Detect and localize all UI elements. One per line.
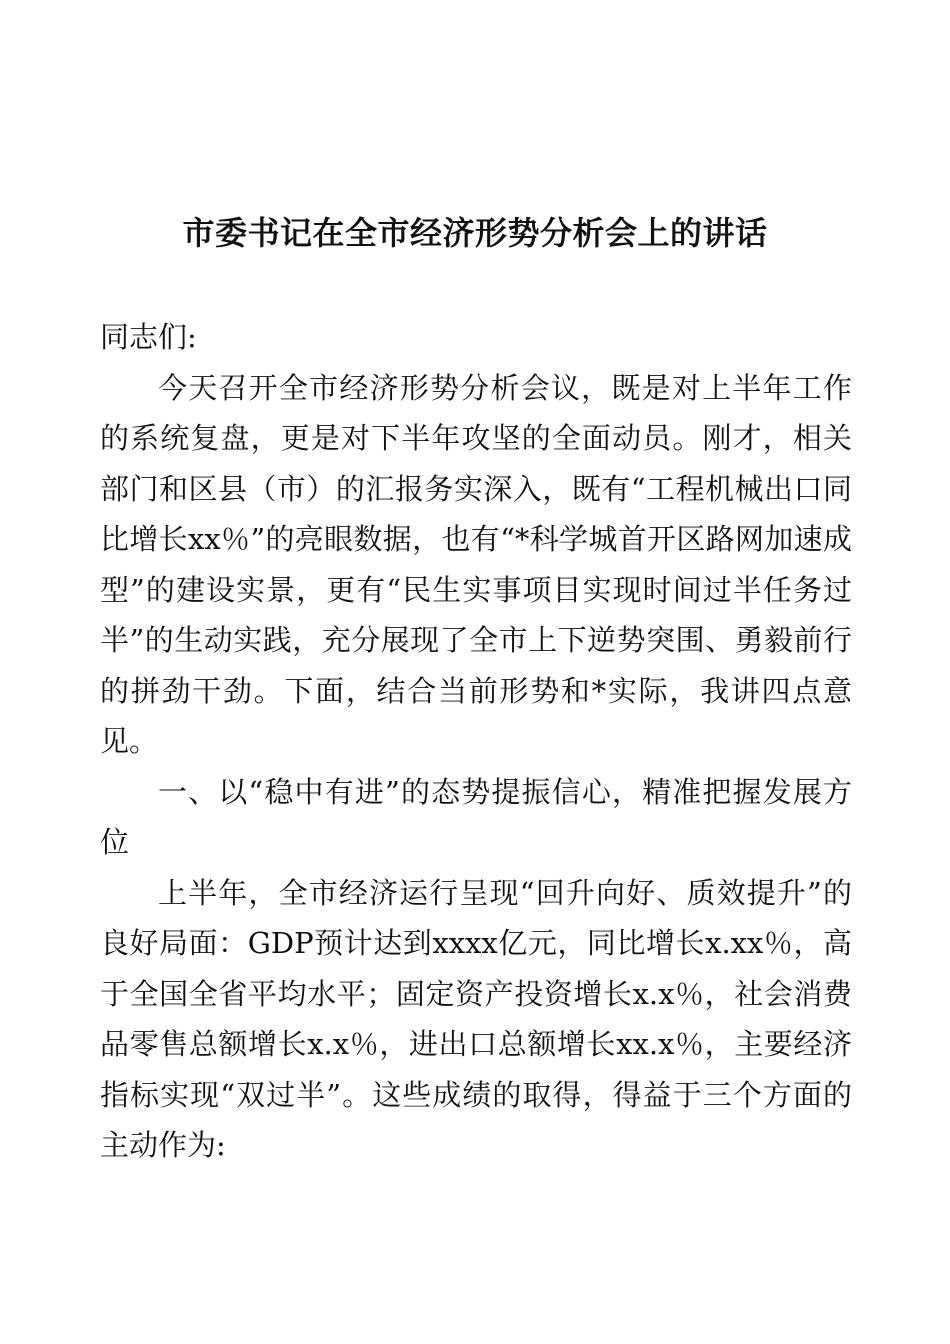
- section-heading-1: 一、以“稳中有进”的态势提振信心，精准把握发展方位: [100, 774, 852, 859]
- document-title: 市委书记在全市经济形势分析会上的讲话: [182, 214, 768, 252]
- paragraph-opening: 今天召开全市经济形势分析会议，既是对上半年工作的系统复盘，更是对下半年攻坚的全面动员。刚才，相关部门和区县（市）的汇报务实深入，既有“工程机械出口同比增长xx％”的亮眼数据，也有“*科学城首开区路网加速成型”的建设实景，更有“民生实事项目实现时间过半任务过半”的生动实践，充分展现了全市上下逆势突围、勇毅前行的拼劲干劲。下面，结合当前形势和*实际，我讲四点意见。: [100, 370, 852, 758]
- salutation: 同志们:: [100, 320, 197, 354]
- document-body: [100, 312, 852, 1171]
- paragraph-achievements: 上半年，全市经济运行呈现“回升向好、质效提升”的良好局面：GDP预计达到xxxx亿元，同比增长x.xx％，高于全国全省平均水平；固定资产投资增长x.x％，社会消费品零售总额增长x.x％，进出口总额增长xx.x％，主要经济指标实现“双过半”。这些成绩的取得，得益于三个方面的主动作为:: [100, 875, 852, 1162]
